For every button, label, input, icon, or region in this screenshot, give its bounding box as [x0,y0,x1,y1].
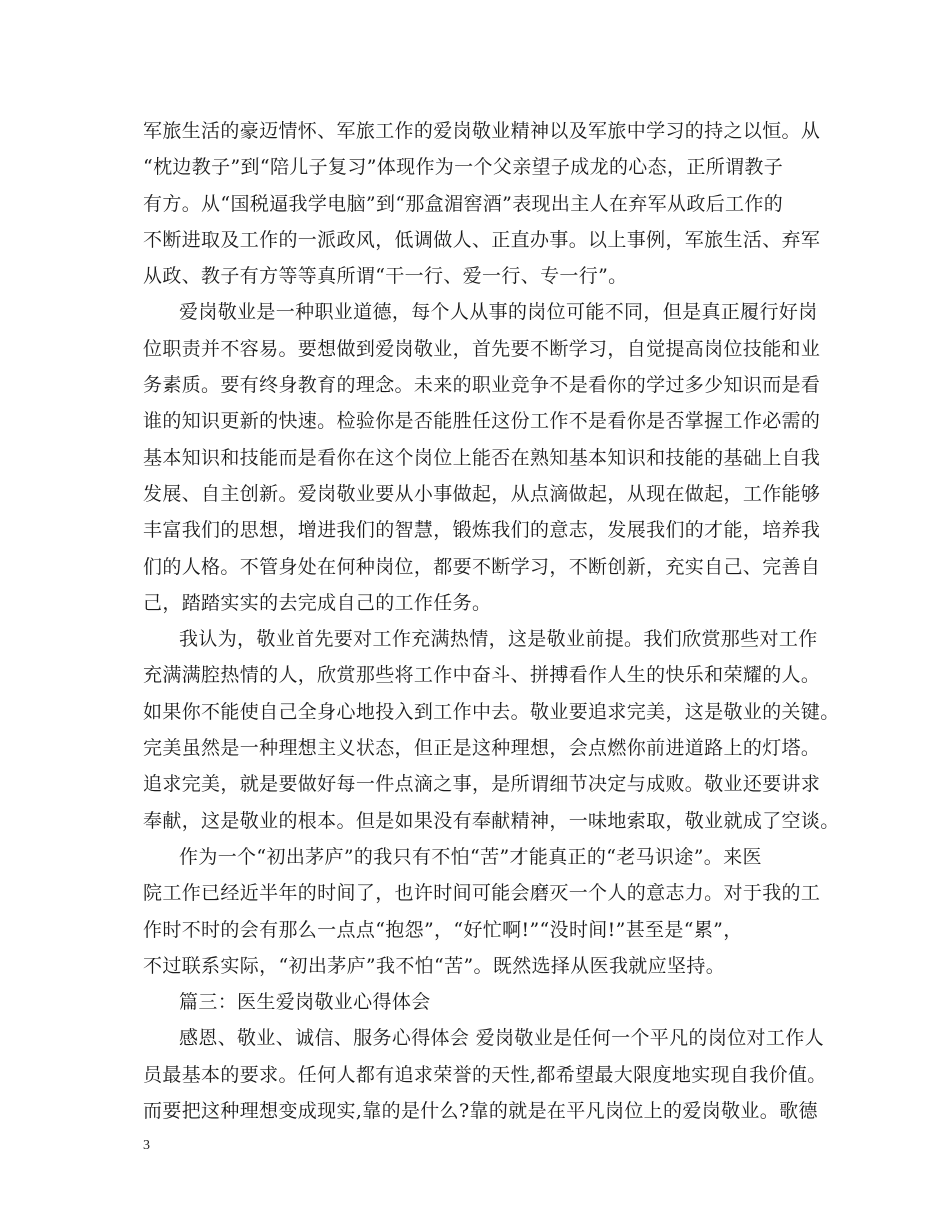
paragraph-start-line: 爱岗敬业是一种职业道德，每个人从事的岗位可能不同，但是真正履行好岗 [179,301,818,324]
paragraph-start-line: 作为一个“初出茅庐”的我只有不怕“苦”才能真正的“老马识途”。来医 [179,845,762,868]
text-line: 奉献，这是敬业的根本。但是如果没有奉献精神，一味地索取，敬业就成了空谈。 [143,809,840,832]
paragraph-start-line: 感恩、敬业、诚信、服务心得体会 爱岗敬业是任何一个平凡的岗位对工作人 [179,1027,824,1050]
page-number: 3 [143,1138,150,1153]
text-line: 谁的知识更新的快速。检验你是否能胜任这份工作不是看你是否掌握工作必需的 [143,410,821,433]
text-line: 丰富我们的思想，增进我们的智慧，锻炼我们的意志，发展我们的才能，培养我 [143,519,821,542]
text-line: 务素质。要有终身教育的理念。未来的职业竞争不是看你的学过多少知识而是看 [143,374,821,397]
text-line: 追求完美，就是要做好每一件点滴之事，是所谓细节决定与成败。敬业还要讲求 [143,773,821,796]
text-line: 发展、自主创新。爱岗敬业要从小事做起，从点滴做起，从现在做起，工作能够 [143,482,821,505]
text-line: 作时不时的会有那么一点点“抱怨”，“好忙啊!”“没时间!”甚至是“累”， [143,918,743,941]
text-line: 充满满腔热情的人，欣赏那些将工作中奋斗、拼搏看作人生的快乐和荣耀的人。 [143,664,821,687]
section-heading: 篇三：医生爱岗敬业心得体会 [179,991,431,1014]
text-line: 从政、教子有方等等真所谓“干一行、爱一行、专一行”。 [143,265,628,288]
text-line: 们的人格。不管身处在何种岗位，都要不断学习，不断创新，充实自己、完善自 [143,555,821,578]
text-line: 员最基本的要求。任何人都有追求荣誉的天性,都希望最大限度地实现自我价值。 [143,1063,827,1086]
document-body [143,113,840,1129]
text-line: 如果你不能使自己全身心地投入到工作中去。敬业要追求完美，这是敬业的关键。 [143,700,840,723]
paragraph-start-line: 我认为，敬业首先要对工作充满热情，这是敬业前提。我们欣赏那些对工作 [179,628,818,651]
text-line: 有方。从“国税逼我学电脑”到“那盒湄窖酒”表现出主人在弃军从政后工作的 [143,192,784,215]
text-line: “枕边教子”到“陪儿子复习”体现作为一个父亲望子成龙的心态，正所谓教子 [143,156,784,179]
text-line: 己，踏踏实实的去完成自己的工作任务。 [143,591,492,614]
text-line: 基本知识和技能而是看你在这个岗位上能否在熟知基本知识和技能的基础上自我 [143,446,821,469]
text-line: 院工作已经近半年的时间了，也许时间可能会磨灭一个人的意志力。对于我的工 [143,882,821,905]
text-line: 而要把这种理想变成现实,靠的是什么?靠的就是在平凡岗位上的爱岗敬业。歌德 [143,1100,818,1123]
text-line: 不过联系实际，“初出茅庐”我不怕“苦”。既然选择从医我就应坚持。 [143,954,726,977]
text-line: 军旅生活的豪迈情怀、军旅工作的爱岗敬业精神以及军旅中学习的持之以恒。从 [143,120,821,142]
text-line: 不断进取及工作的一派政风，低调做人、正直办事。以上事例，军旅生活、弃军 [143,228,821,251]
text-line: 位职责并不容易。要想做到爱岗敬业，首先要不断学习，自觉提高岗位技能和业 [143,337,821,360]
text-line: 完美虽然是一种理想主义状态，但正是这种理想，会点燃你前进道路上的灯塔。 [143,737,821,760]
